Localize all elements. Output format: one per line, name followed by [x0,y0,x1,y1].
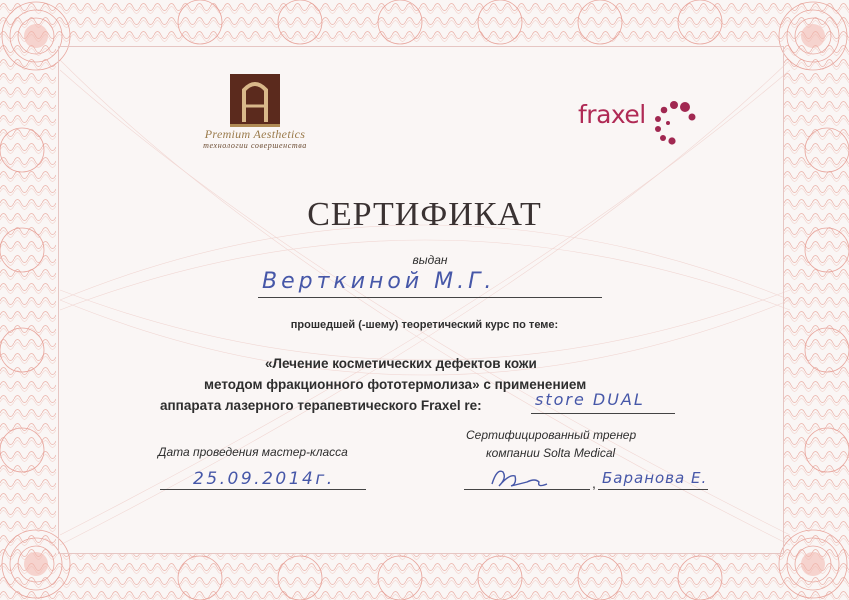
course-intro: прошедшей (-шему) теоретический курс по теме: [290,319,559,331]
fraxel-logo-text: fraxel [578,100,646,129]
course-title-line-1: «Лечение косметических дефектов кожи [265,356,537,371]
premium-aesthetics-tagline: технологии совершенства [203,141,307,150]
issued-label: выдан [412,253,448,267]
trainer-name-line [598,489,708,490]
date-label: Дата проведения мастер-класса [158,445,348,459]
recipient-name-handwritten: Верткиной М.Г. [262,269,496,294]
certificate-title: СЕРТИФИКАТ [307,196,542,233]
course-title-line-2: методом фракционного фототермолиза» с применением [204,377,587,392]
signature-line [464,489,590,490]
fraxel-dots-icon [575,96,705,156]
device-model-line [531,413,675,414]
date-handwritten: 25.09.2014г. [193,469,335,489]
course-title-line-3: аппарата лазерного терапевтического Fraxel re: [160,398,482,413]
recipient-name-line [258,297,602,298]
trainer-label-line-2: компании Solta Medical [486,446,616,460]
signature-separator: , [592,475,596,491]
trainer-name-handwritten: Баранова Е. [602,469,708,487]
device-model-handwritten: store DUAL [535,390,645,409]
trainer-label-line-1: Сертифицированный тренер [466,428,637,442]
date-line [160,489,366,490]
premium-aesthetics-name: Premium Aesthetics [204,127,306,141]
